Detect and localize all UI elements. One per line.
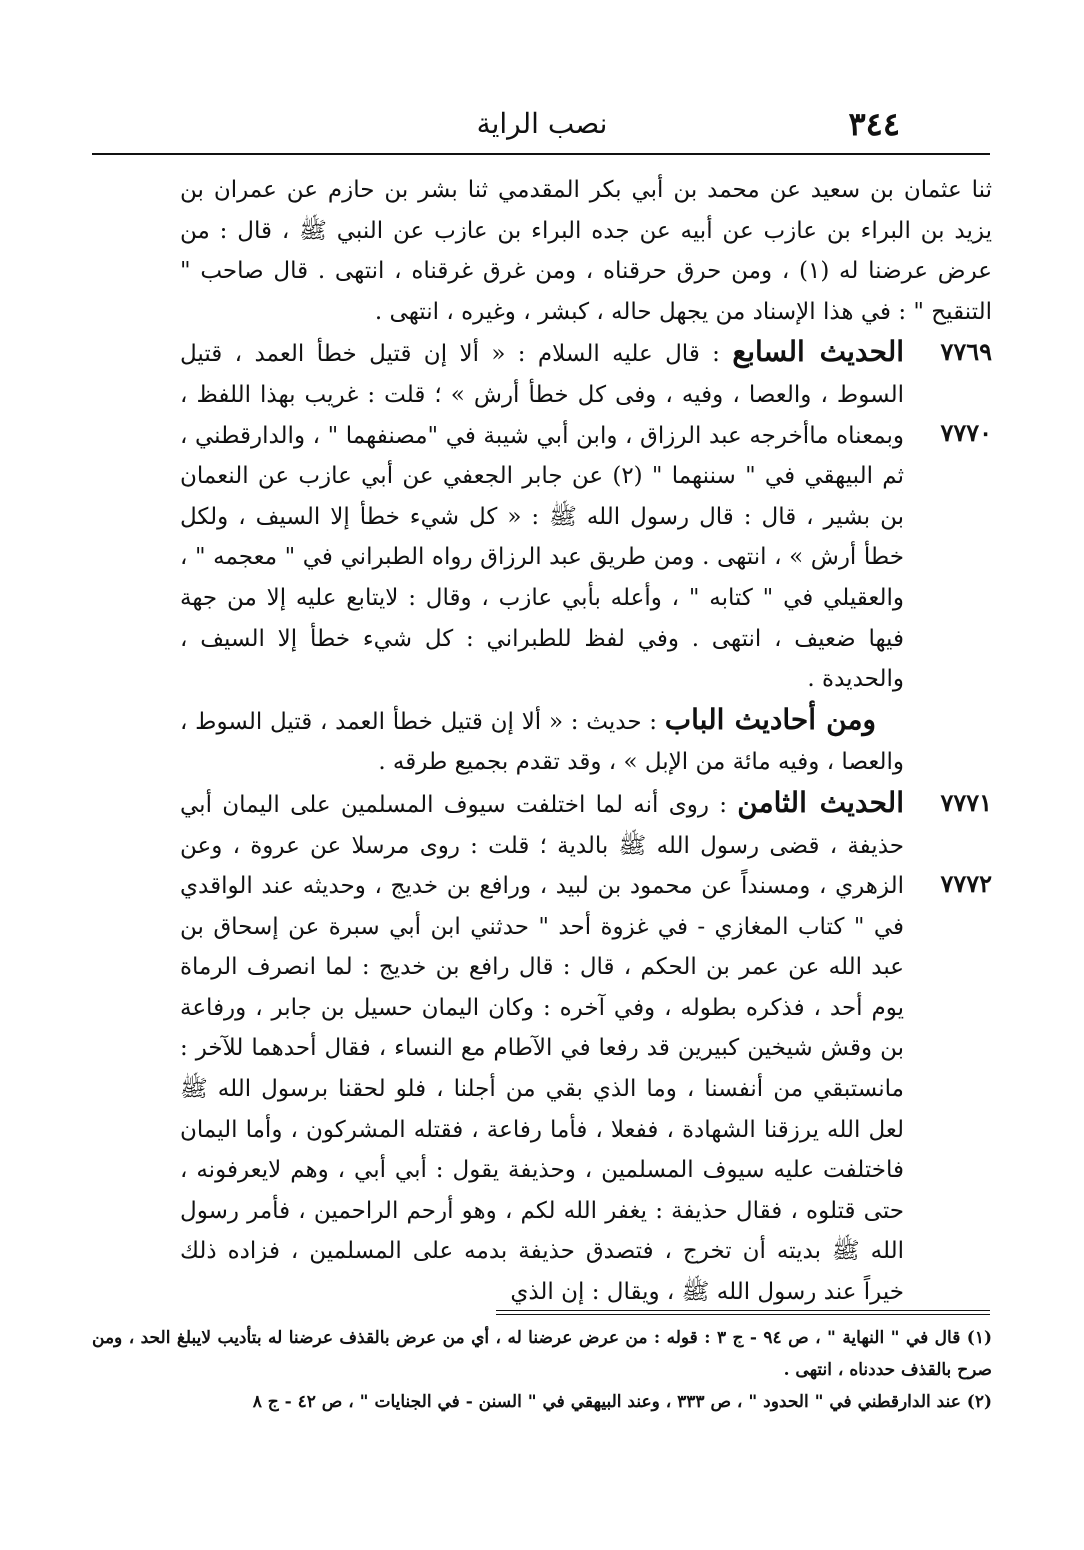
footnotes — [92, 1322, 992, 1418]
hadith-7771-text: : روى أنه لما اختلفت سيوف المسلمين على اليمان أبي حذيفة ، قضى رسول الله ﷺ بالدية ؛ قلت : روى مرسلا عن عروة ، وعن الزهري ، ومسنداً عن محمود بن لبيد ، ورافع بن خديج ، وحديثه عند الواقدي في " كتاب المغازي - في غزوة أحد " حدثني ابن أبي سبرة عن إسحاق بن عبد الله عن عمر بن الحكم ، قال : قال رافع بن خديج : لما انصرف الرماة يوم أحد ، فذكره بطوله ، وفي آخره : وكان اليمان حسيل بن جابر ، ورفاعة بن وقش شيخين كبيرين قد رفعا في الآطام مع النساء ، فقال أحدهما للآخر : مانستبقي من أنفسنا ، وما الذي بقي من أجلنا ، فلو لحقنا برسول الله ﷺ لعل الله يرزقنا الشهادة ، ففعلا ، فأما رفاعة ، فقتله المشركون ، وأما اليمان فاختلفت عليه سيوف المسلمين ، وحذيفة يقول : أبي أبي ، وهم لايعرفونه ، حتى قتلوه ، فقال حذيفة : يغفر الله لكم ، وهو أرحم الراحمين ، فأمر رسول الله ﷺ بديته أن تخرج ، فتصدق حذيفة بدمه على المسلمين ، فزاده ذلك خيراً عند رسول الله ﷺ ، ويقال : إن الذي — [180, 791, 904, 1306]
body-text — [180, 170, 992, 1313]
footnote-rule-second — [496, 1314, 990, 1315]
hadith-7769-heading: الحديث السابع — [732, 335, 905, 369]
running-title: نصب الراية — [476, 107, 608, 140]
hadith-number-7770: ٧٧٧٠ — [940, 418, 992, 448]
footnote-rule — [496, 1310, 990, 1311]
hadith-7769-text: : قال عليه السلام : « ألا إن قتيل خطأ العمد ، قتيل السوط ، والعصا ، وفيه ، وفى كل خطأ أرش » ؛ قلت : غريب بهذا اللفظ ، وبمعناه ماأخرجه عبد الرزاق ، وابن أبي شيبة في "مصنفهما " ، والدارقطني ، ثم البيهقي في " سننهما " (٢) عن جابر الجعفي عن أبي عازب عن النعمان بن بشير ، قال : قال رسول الله ﷺ : « كل شيء خطأ إلا السيف ، ولكل خطأ أرش » ، انتهى . ومن طريق عبد الرزاق رواه الطبراني في " معجمه " ، والعقيلي في " كتابه " ، وأعله بأبي عازب ، وقال : لايتابع عليه إلا من جهة فيها ضعيف ، انتهى . وفي لفظ للطبراني : كل شيء خطأ إلا السيف ، والحديدة . — [180, 341, 904, 693]
hadith-7769 — [180, 332, 992, 699]
hadith-number-7769: ٧٧٦٩ — [940, 337, 992, 367]
footnote-2: (٢) عند الدارقطني في " الحدود " ، ص ٣٣٣ ، وعند البيهقي في " السنن - في الجنايات " ، ص ٤٢ - ج ٨ — [252, 1392, 992, 1412]
hadith-7771 — [180, 783, 992, 1313]
page-number: ٣٤٤ — [848, 105, 900, 143]
hadith-number-7771: ٧٧٧١ — [940, 787, 992, 817]
page-header — [92, 104, 992, 152]
bab-text: : حديث : « ألا إن قتيل خطأ العمد ، قتيل السوط ، والعصا ، وفيه مائة من الإبل » ، وقد تقدم بجميع طرقه . — [180, 708, 904, 776]
hadith-number-7772: ٧٧٧٢ — [940, 868, 992, 898]
bab-heading: ومن أحاديث الباب — [664, 702, 877, 736]
paragraph-continuation: ثنا عثمان بن سعيد عن محمد بن أبي بكر المقدمي ثنا بشر بن حازم عن عمران بن يزيد بن البراء بن عازب عن أبيه عن جده البراء بن عازب عن النبي ﷺ ، قال : من عرض عرضنا له (١) ، ومن حرق حرقناه ، ومن غرق غرقناه ، انتهى . قال صاحب " التنقيح " : في هذا الإسناد من يجهل حاله ، كبشر ، وغيره ، انتهى . — [180, 177, 992, 325]
header-rule — [92, 153, 990, 155]
hadith-7771-heading: الحديث الثامن — [737, 785, 904, 819]
footnote-1: (١) قال في " النهاية " ، ص ٩٤ - ج ٣ : قوله : من عرض عرضنا له ، أي من عرض بالقذف عرضنا له بتأديب لايبلغ الحد ، ومن صرح بالقذف حددناه ، انتهى . — [92, 1328, 992, 1380]
bab-section — [180, 700, 904, 783]
